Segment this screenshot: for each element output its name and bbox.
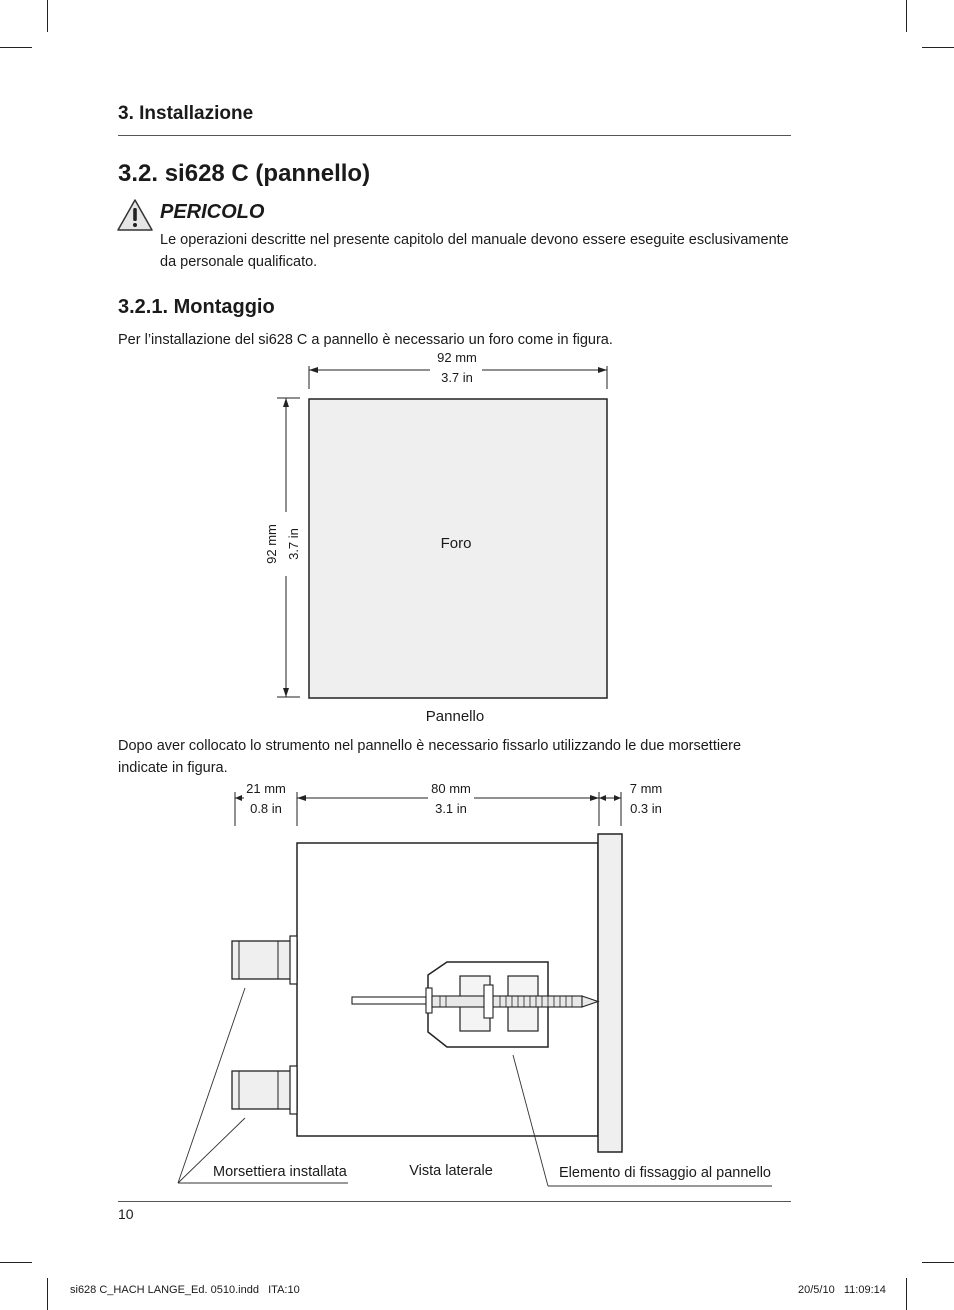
print-slug-left: si628 C_HACH LANGE_Ed. 0510.indd ITA:10 — [70, 1284, 300, 1296]
intro-paragraph: Per l’installazione del si628 C a pannello è necessario un foro come in figura. — [118, 332, 613, 348]
footer-rule — [118, 1201, 791, 1202]
hole-label: Foro — [440, 535, 472, 552]
section-header: 3. Installazione — [118, 103, 254, 124]
dim-right-in: 0.3 in — [630, 801, 662, 816]
dim-right-mm: 7 mm — [629, 781, 663, 796]
front-panel — [598, 834, 622, 1152]
page-number: 10 — [118, 1206, 134, 1222]
dim-mid-in: 3.1 in — [435, 801, 467, 816]
cutout-height-in: 3.7 in — [286, 528, 301, 560]
terminal-block-top — [232, 936, 297, 984]
dim-left-in: 0.8 in — [250, 801, 282, 816]
subsection-title: 3.2.1. Montaggio — [118, 296, 275, 318]
label-side-view: Vista laterale — [409, 1163, 493, 1179]
cutout-width-mm: 92 mm — [437, 350, 477, 365]
terminal-block-bottom — [232, 1066, 297, 1114]
after-paragraph: Dopo aver collocato lo strumento nel pannello è necessario fissarlo utilizzando le due morsettiere indicate in figura. — [118, 738, 742, 776]
page-title: 3.2. si628 C (pannello) — [118, 160, 371, 187]
warning-heading: PERICOLO — [160, 201, 265, 223]
cutout-width-in: 3.7 in — [441, 370, 473, 385]
dim-mid-mm: 80 mm — [431, 781, 471, 796]
warning-text: Le operazioni descritte nel presente capitolo del manuale devono essere eseguite esclusivamente da personale qualificato. — [160, 232, 789, 270]
label-terminal: Morsettiera installata — [213, 1164, 347, 1180]
dim-left-mm: 21 mm — [246, 781, 286, 796]
panel-label: Pannello — [425, 708, 485, 725]
label-clamp: Elemento di fissaggio al pannello — [559, 1165, 771, 1181]
print-slug-right: 20/5/10 11:09:14 — [798, 1284, 886, 1296]
cutout-height-mm: 92 mm — [264, 524, 279, 564]
